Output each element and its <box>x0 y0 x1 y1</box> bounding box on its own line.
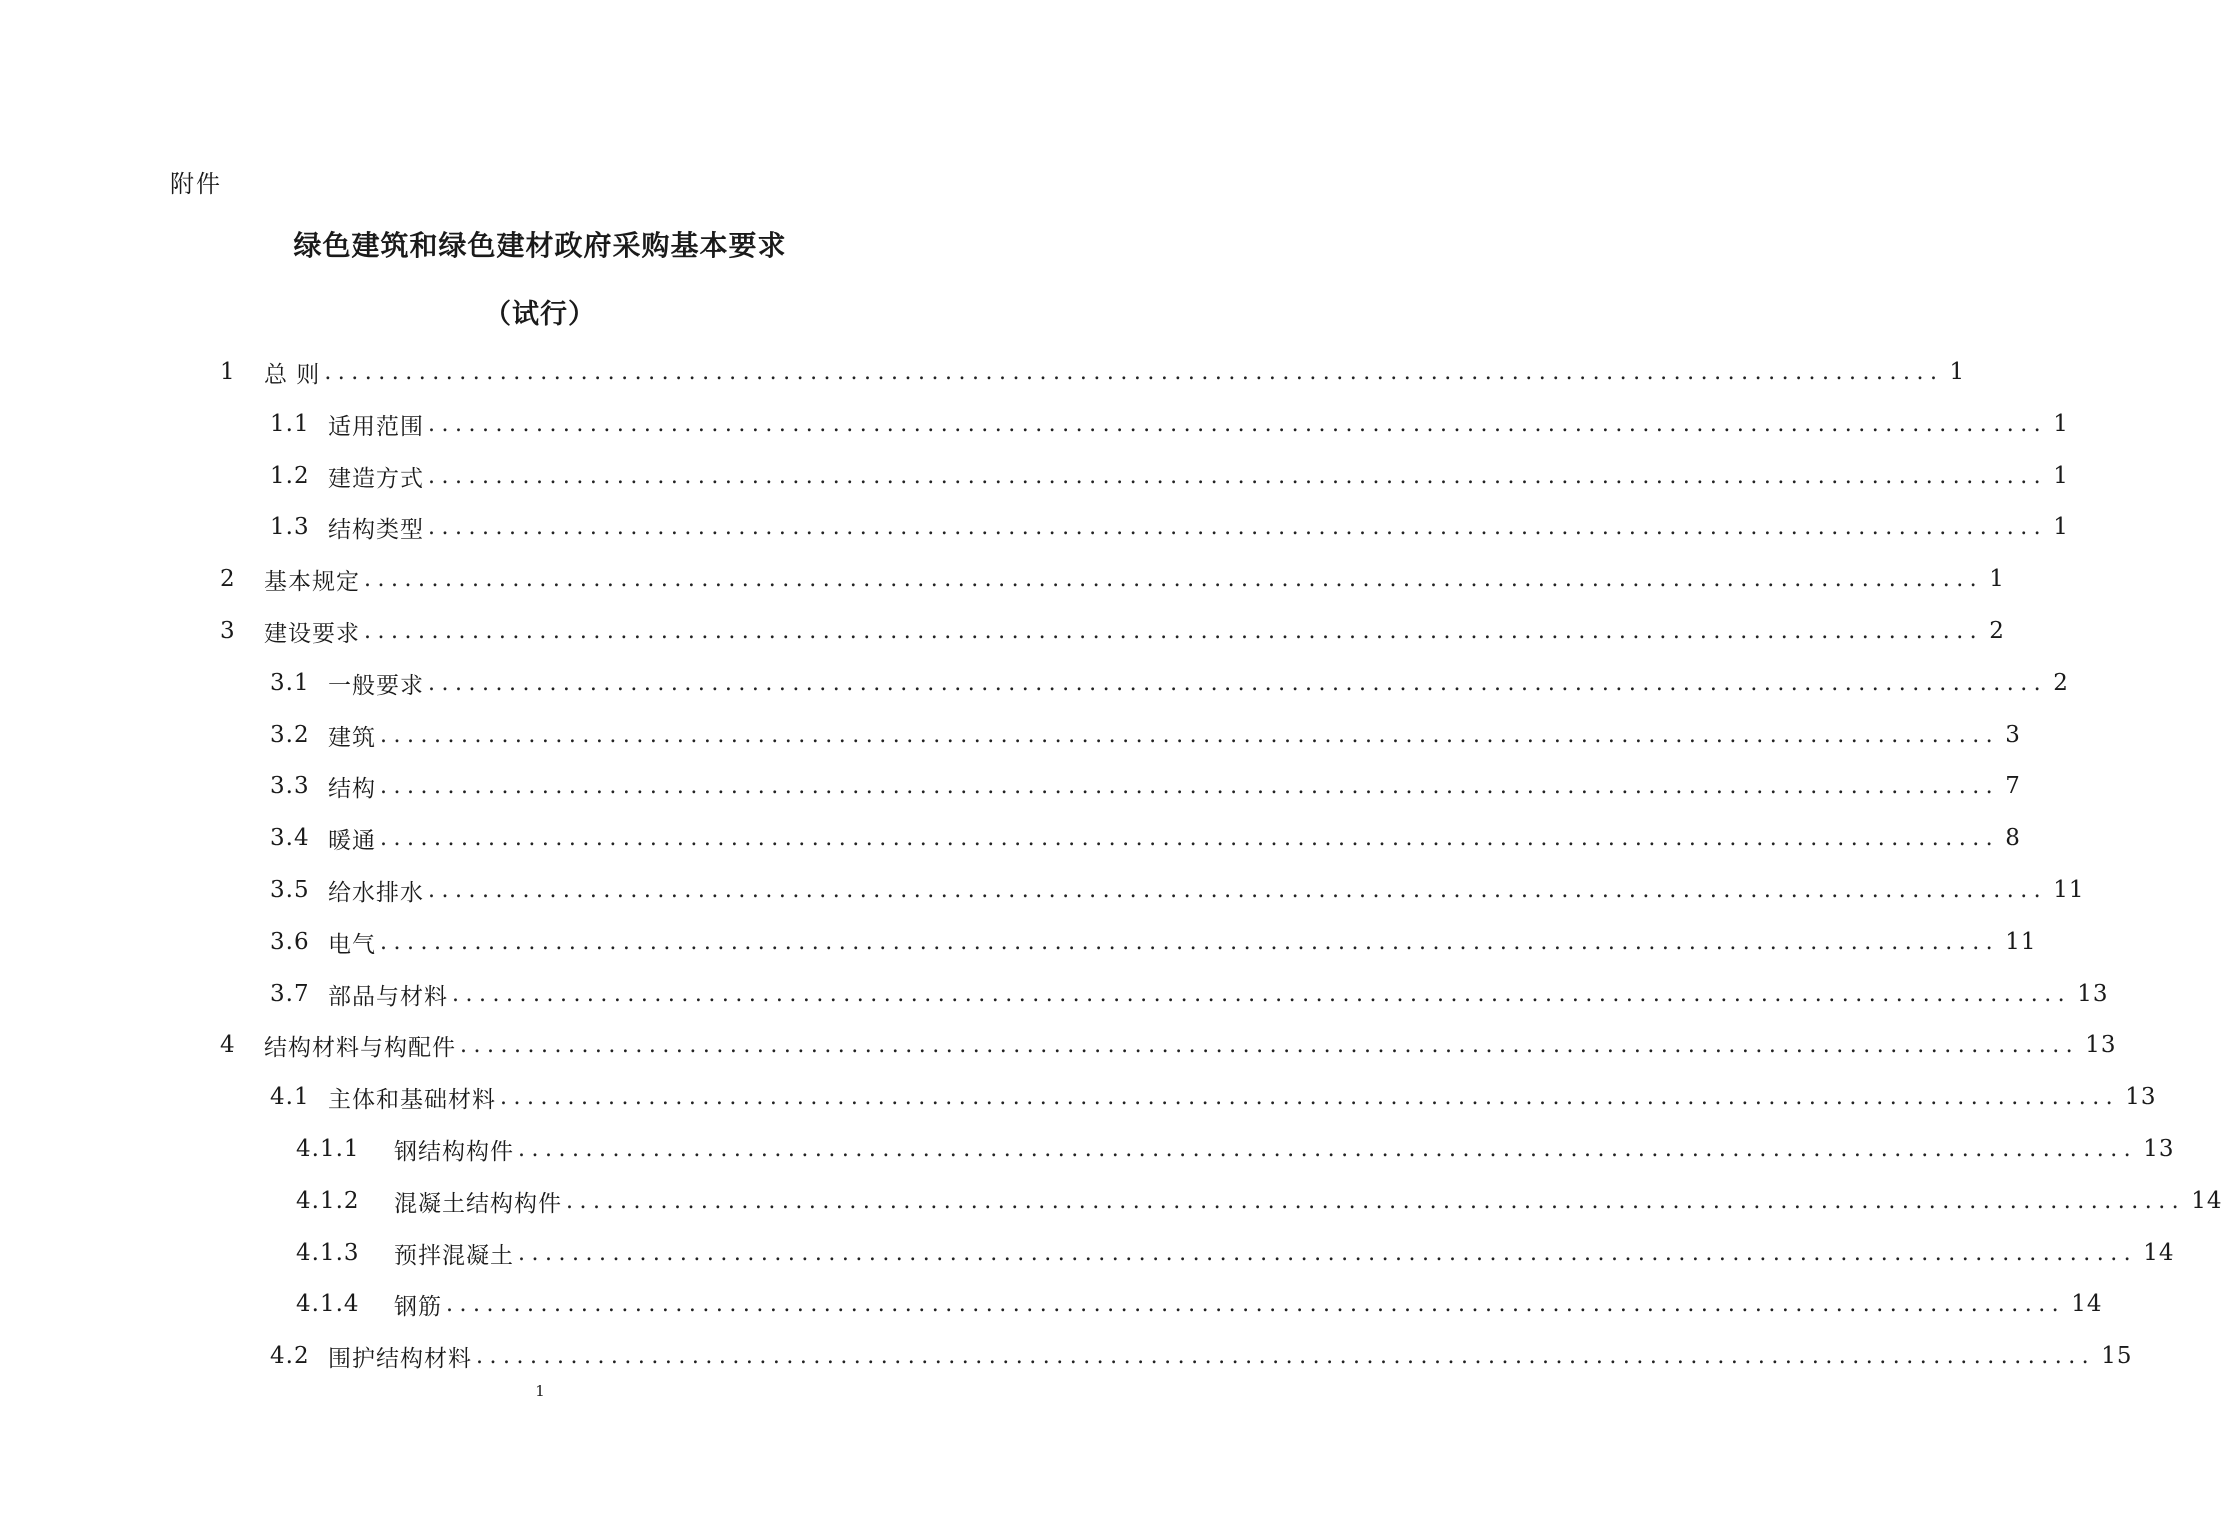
toc-dot-leader: ........................................................................................................................ <box>518 1240 2138 1266</box>
toc-entry-title: 总 则 <box>264 361 321 388</box>
toc-entry[interactable] <box>270 718 2021 752</box>
toc-entry-number: 3.7 <box>270 981 310 1007</box>
toc-entry-page: 1 <box>1989 566 2005 592</box>
document-title: 绿色建筑和绿色建材政府采购基本要求 <box>293 229 787 262</box>
toc-dot-leader: ........................................................................................................................ <box>566 1188 2186 1214</box>
toc-entry[interactable] <box>220 355 1966 389</box>
toc-dot-leader: ........................................................................................................................ <box>380 825 2000 851</box>
toc-entry-number: 2 <box>220 566 236 592</box>
toc-entry[interactable] <box>270 666 2069 700</box>
toc-entry-title: 预拌混凝土 <box>394 1242 514 1269</box>
toc-dot-leader: ........................................................................................................................ <box>446 1291 2066 1317</box>
toc-entry-number: 4.1 <box>270 1084 310 1110</box>
toc-entry[interactable] <box>270 769 2021 803</box>
toc-entry-number: 4 <box>220 1032 236 1058</box>
toc-entry[interactable] <box>296 1236 2175 1270</box>
toc-entry-title: 给水排水 <box>328 879 424 906</box>
toc-entry-page: 14 <box>2191 1188 2222 1214</box>
toc-dot-leader: ........................................................................................................................ <box>518 1136 2138 1162</box>
toc-entry-title: 围护结构材料 <box>328 1345 472 1372</box>
toc-dot-leader: ........................................................................................................................ <box>476 1343 2096 1369</box>
toc-entry-number: 4.1.4 <box>296 1291 360 1317</box>
toc-entry-page: 14 <box>2143 1240 2175 1266</box>
toc-dot-leader: ........................................................................................................................ <box>428 463 2048 489</box>
toc-entry-page: 1 <box>2053 463 2069 489</box>
toc-entry-page: 11 <box>2005 929 2037 955</box>
toc-entry-number: 1 <box>220 359 236 385</box>
toc-entry-number: 3.4 <box>270 825 310 851</box>
toc-entry[interactable] <box>270 459 2069 493</box>
toc-entry-title: 钢筋 <box>394 1293 442 1320</box>
toc-entry[interactable] <box>220 562 2005 596</box>
toc-entry[interactable] <box>270 1080 2157 1114</box>
toc-entry-title: 主体和基础材料 <box>328 1086 496 1113</box>
toc-entry-page: 7 <box>2005 773 2021 799</box>
toc-dot-leader: ........................................................................................................................ <box>428 411 2048 437</box>
toc-entry-number: 4.1.1 <box>296 1136 360 1162</box>
toc-entry-page: 1 <box>2053 514 2069 540</box>
toc-entry-title: 一般要求 <box>328 672 424 699</box>
toc-entry[interactable] <box>270 407 2069 441</box>
toc-dot-leader: ........................................................................................................................ <box>380 722 2000 748</box>
toc-entry[interactable] <box>270 977 2109 1011</box>
toc-entry[interactable] <box>270 925 2037 959</box>
toc-dot-leader: ........................................................................................................................ <box>380 929 2000 955</box>
toc-entry-page: 15 <box>2101 1343 2133 1369</box>
toc-dot-leader: ........................................................................................................................ <box>380 773 2000 799</box>
toc-entry-title: 基本规定 <box>264 568 360 595</box>
toc-entry-page: 8 <box>2005 825 2021 851</box>
toc-entry-number: 4.1.2 <box>296 1188 360 1214</box>
toc-dot-leader: ........................................................................................................................ <box>364 566 1984 592</box>
page-number: 1 <box>535 1382 545 1400</box>
toc-entry-title: 部品与材料 <box>328 983 448 1010</box>
toc-entry-number: 3.6 <box>270 929 310 955</box>
toc-entry-page: 1 <box>1949 359 1966 385</box>
toc-entry-number: 1.1 <box>270 411 310 437</box>
document-subtitle: （试行） <box>484 299 596 330</box>
toc-entry-number: 1.2 <box>270 463 310 489</box>
toc-entry-number: 3.5 <box>270 877 310 903</box>
toc-entry-title: 建造方式 <box>328 465 424 492</box>
toc-entry-page: 13 <box>2077 981 2109 1007</box>
toc-entry-number: 3 <box>220 618 236 644</box>
toc-entry[interactable] <box>296 1132 2175 1166</box>
toc-entry[interactable] <box>270 873 2085 907</box>
toc-entry-page: 14 <box>2071 1291 2103 1317</box>
toc-dot-leader: ........................................................................................................................ <box>428 514 2048 540</box>
toc-entry-page: 13 <box>2125 1084 2157 1110</box>
toc-entry-title: 建设要求 <box>264 620 360 647</box>
toc-entry-title: 适用范围 <box>328 413 424 440</box>
toc-entry-page: 1 <box>2053 411 2069 437</box>
toc-entry-page: 2 <box>1989 618 2005 644</box>
toc-entry-title: 暖通 <box>328 827 376 854</box>
toc-entry-number: 1.3 <box>270 514 310 540</box>
toc-entry-title: 结构类型 <box>328 516 424 543</box>
toc-entry-page: 3 <box>2005 722 2021 748</box>
toc-entry-title: 电气 <box>328 931 376 958</box>
toc-entry[interactable] <box>220 614 2005 648</box>
toc-entry-number: 4.2 <box>270 1343 310 1369</box>
toc-entry-title: 建筑 <box>328 724 376 751</box>
attachment-label: 附件 <box>170 170 222 198</box>
toc-entry-title: 混凝土结构构件 <box>394 1190 562 1217</box>
toc-entry-number: 3.2 <box>270 722 310 748</box>
toc-entry[interactable] <box>270 510 2069 544</box>
toc-entry-title: 钢结构构件 <box>394 1138 514 1165</box>
toc-entry-page: 2 <box>2053 670 2069 696</box>
toc-entry-page: 13 <box>2143 1136 2175 1162</box>
toc-dot-leader: ........................................................................................................................ <box>428 670 2048 696</box>
toc-dot-leader: ........................................................................................................................ <box>428 877 2048 903</box>
toc-entry[interactable] <box>270 821 2021 855</box>
toc-entry-number: 4.1.3 <box>296 1240 360 1266</box>
toc-entry[interactable] <box>220 1028 2117 1062</box>
toc-dot-leader: ........................................................................................................................ <box>452 981 2072 1007</box>
toc-entry-number: 3.1 <box>270 670 310 696</box>
toc-entry-page: 13 <box>2085 1032 2117 1058</box>
toc-entry-number: 3.3 <box>270 773 310 799</box>
toc-entry[interactable] <box>296 1184 2222 1218</box>
toc-dot-leader: ........................................................................................................................ <box>364 618 1984 644</box>
toc-dot-leader: ........................................................................................................................ <box>324 359 1944 385</box>
toc-entry[interactable] <box>270 1339 2133 1373</box>
toc-dot-leader: ........................................................................................................................ <box>460 1032 2080 1058</box>
toc-entry-title: 结构 <box>328 775 376 802</box>
toc-dot-leader: ........................................................................................................................ <box>500 1084 2120 1110</box>
toc-entry[interactable] <box>296 1287 2103 1321</box>
toc-entry-page: 11 <box>2053 877 2085 903</box>
toc-entry-title: 结构材料与构配件 <box>264 1034 456 1061</box>
